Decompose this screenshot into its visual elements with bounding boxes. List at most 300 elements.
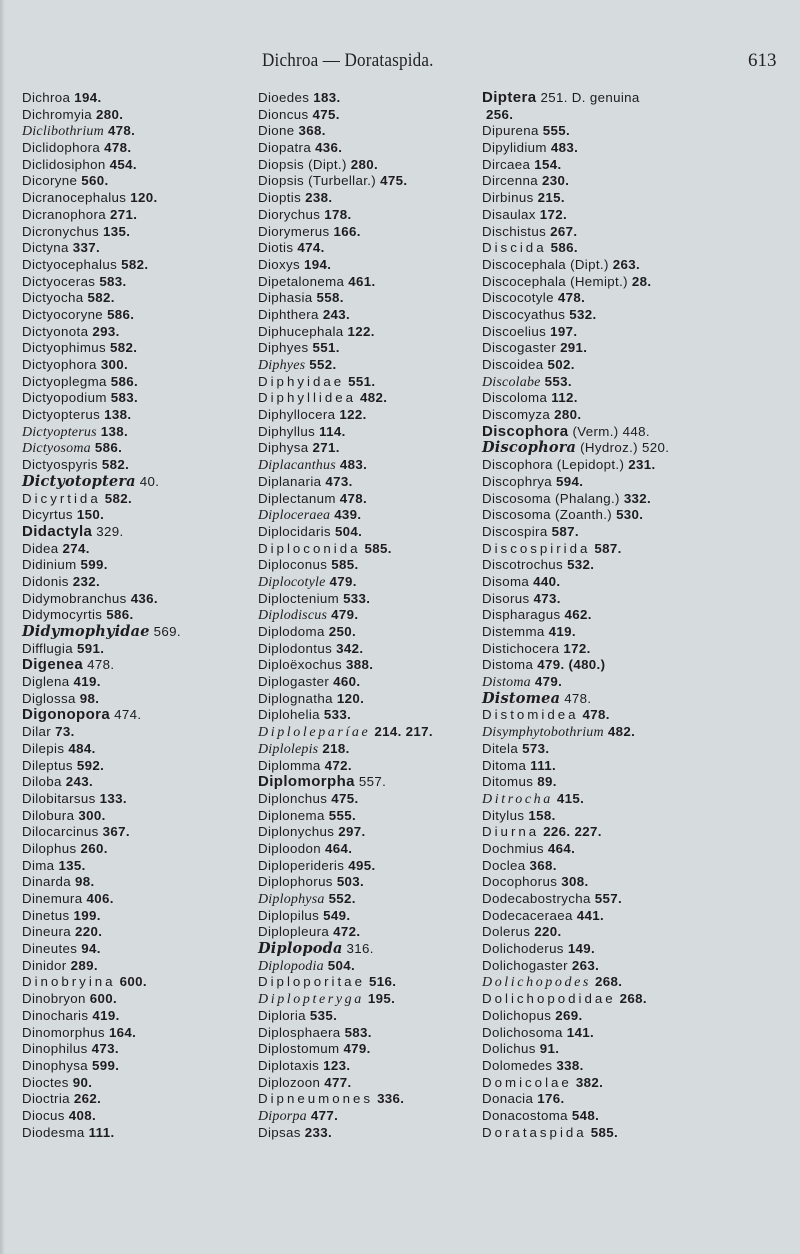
index-entry (22, 841, 181, 858)
entry-term: Dolichosoma (482, 1024, 563, 1040)
index-entry (22, 591, 181, 608)
index-entry (482, 808, 669, 825)
entry-term: Diplectanum (258, 490, 336, 506)
entry-page-ref: 502. (547, 357, 575, 372)
entry-term: Diporpa (258, 1108, 307, 1124)
index-entry (22, 974, 181, 991)
entry-page-ref: 263. (612, 256, 640, 272)
entry-term: Discospira (482, 523, 548, 539)
entry-page-ref: 251. D. genuina (540, 90, 640, 105)
entry-page-ref: 91. (539, 1041, 560, 1057)
entry-page-ref: 586. (94, 440, 123, 456)
entry-page-ref: 154. (534, 156, 562, 172)
entry-page-ref: 120. (336, 690, 365, 706)
entry-term: Diopsis (Dipt.) (258, 156, 347, 172)
entry-page-ref: 338. (556, 1057, 584, 1073)
entry-term: Discophrya (482, 473, 553, 489)
index-entry (258, 307, 433, 324)
index-entry (22, 758, 181, 775)
entry-term: Diplomma (258, 757, 321, 773)
index-entry (258, 491, 433, 508)
entry-term: Dodecaceraea (482, 907, 573, 923)
index-entry (258, 424, 433, 441)
index-entry (482, 307, 669, 324)
entry-page-ref: 599. (91, 1057, 120, 1073)
entry-page-ref: 368. (529, 857, 557, 873)
entry-term: Diodesma (22, 1124, 85, 1140)
index-entry (258, 290, 433, 307)
index-entry (482, 791, 669, 808)
entry-page-ref: 28. (631, 273, 652, 289)
entry-page-ref: 582. (101, 457, 130, 473)
entry-page-ref: 583. (344, 1024, 372, 1040)
index-entry (22, 290, 181, 307)
entry-term: Discoloma (482, 390, 548, 406)
entry-page-ref: 158. (528, 807, 556, 823)
entry-term: Diplognatha (258, 690, 333, 706)
index-entry (22, 774, 181, 791)
entry-term: Dicranocephalus (22, 190, 127, 206)
entry-page-ref: 530. (616, 507, 644, 523)
entry-page-ref: 586. (550, 240, 578, 256)
entry-page-ref: 332. (623, 490, 652, 506)
entry-page-ref: 479. (480.) (537, 657, 606, 673)
entry-term: Donacostoma (482, 1107, 568, 1123)
entry-page-ref: 220. (534, 924, 562, 940)
entry-term: Doclea (482, 857, 526, 873)
entry-page-ref: 262. (73, 1091, 102, 1107)
entry-page-ref: 586. (107, 306, 135, 322)
entry-term: Dioctria (22, 1091, 70, 1107)
entry-page-ref: 479. (534, 674, 563, 690)
entry-page-ref: 297. (338, 824, 366, 840)
entry-term: Diploleparíae (258, 725, 371, 741)
index-entry (482, 774, 669, 791)
entry-term: Dicyrtida (22, 490, 101, 506)
entry-term: Dircenna (482, 173, 539, 189)
index-entry (258, 507, 433, 524)
index-entry (258, 641, 433, 658)
entry-page-ref: 138. (100, 423, 128, 439)
entry-page-ref: 280. (554, 407, 582, 423)
entry-page-ref: 215. (537, 190, 565, 206)
entry-page-ref: 464. (547, 840, 576, 856)
entry-page-ref: 114. (319, 423, 346, 439)
entry-term: Dileptus (22, 757, 73, 773)
entry-page-ref: 591. (76, 640, 105, 656)
entry-page-ref: 482. (607, 724, 636, 740)
entry-term: Dinophysa (22, 1057, 88, 1073)
entry-term: Didinium (22, 557, 77, 573)
entry-page-ref: 218. (322, 740, 350, 756)
index-entry (482, 240, 669, 257)
index-entry (22, 691, 181, 708)
index-entry (258, 908, 433, 925)
index-entry (22, 140, 181, 157)
entry-term: Distomea (482, 689, 561, 707)
entry-page-ref: 483. (550, 140, 579, 156)
entry-term: Difflugia (22, 640, 73, 656)
entry-term: Diurna (482, 824, 540, 840)
entry-term: Discophora (482, 422, 569, 440)
index-entry (22, 924, 181, 941)
index-entry (482, 424, 669, 441)
index-entry (482, 1125, 669, 1142)
entry-term: Diphysa (258, 440, 309, 456)
entry-term: Diploperideris (258, 857, 345, 873)
index-entry (258, 941, 433, 958)
entry-term: Diplacanthus (258, 458, 336, 474)
entry-term: Dictyocha (22, 290, 84, 306)
entry-page-ref: 135. (103, 223, 131, 239)
entry-page-ref: 98. (75, 874, 95, 890)
index-entry (258, 407, 433, 424)
entry-term: Diphthera (258, 306, 319, 322)
entry-term: Dicronychus (22, 223, 100, 239)
index-entry (258, 974, 433, 991)
entry-term: Dicranophora (22, 206, 107, 222)
entry-term: Discomyza (482, 407, 551, 423)
index-entry (482, 641, 669, 658)
index-entry (482, 1025, 669, 1042)
entry-term: Discosoma (Zoanth.) (482, 507, 613, 523)
index-entry (482, 1008, 669, 1025)
entry-term: Dicoryne (22, 173, 78, 189)
entry-page-ref: 226. 227. (543, 824, 602, 840)
entry-page-ref: 472. (324, 757, 352, 773)
index-entry (258, 808, 433, 825)
entry-page-ref: 138. (104, 407, 132, 423)
index-entry (482, 858, 669, 875)
index-entry (258, 1075, 433, 1092)
index-entry (482, 107, 669, 124)
entry-term: Dictyonota (22, 323, 89, 339)
index-entry (482, 557, 669, 574)
index-entry (482, 324, 669, 341)
index-entry (22, 524, 181, 541)
index-entry (258, 140, 433, 157)
entry-term: Diplophorus (258, 874, 333, 890)
entry-term: Dictyophimus (22, 340, 107, 356)
entry-page-ref: 441. (576, 907, 604, 923)
entry-term: Discotrochus (482, 557, 564, 573)
entry-page-ref: 280. (350, 156, 379, 172)
entry-term: Diploria (258, 1007, 306, 1023)
index-entry (258, 440, 433, 457)
index-entry (482, 908, 669, 925)
entry-page-ref: 472. (333, 924, 361, 940)
index-entry (22, 791, 181, 808)
entry-page-ref: 243. (65, 774, 94, 790)
index-entry (482, 924, 669, 941)
entry-term: Dirbinus (482, 190, 534, 206)
index-entry (258, 891, 433, 908)
entry-page-ref: 599. (80, 557, 108, 573)
entry-page-ref: 475. (312, 106, 340, 122)
index-entry (22, 941, 181, 958)
entry-term: Donacia (482, 1091, 534, 1107)
entry-page-ref: 582. (87, 290, 115, 306)
index-entry (22, 374, 181, 391)
index-entry (482, 290, 669, 307)
index-entry (22, 424, 181, 441)
entry-term: Dipurena (482, 123, 539, 139)
entry-page-ref: 478. (564, 690, 592, 706)
entry-page-ref: 549. (323, 907, 351, 923)
index-entry (258, 657, 433, 674)
index-entry (258, 791, 433, 808)
entry-term: Didonis (22, 573, 69, 589)
entry-page-ref: 586. (106, 607, 134, 623)
entry-term: Distoma (482, 675, 531, 691)
index-entry (482, 474, 669, 491)
entry-page-ref: 483. (339, 457, 368, 473)
entry-term: Dilocarcinus (22, 824, 99, 840)
entry-page-ref: 558. (316, 290, 344, 306)
entry-page-ref: 464. (325, 840, 353, 856)
entry-page-ref: 337. (72, 240, 101, 256)
index-entry (482, 440, 669, 457)
entry-page-ref: 478. (582, 707, 610, 723)
entry-term: Dioncus (258, 106, 309, 122)
entry-page-ref: 479. (343, 1041, 371, 1057)
index-entry (22, 1125, 181, 1142)
entry-term: Dipsas (258, 1124, 301, 1140)
index-entry (22, 407, 181, 424)
entry-term: Diplodoma (258, 624, 325, 639)
entry-page-ref: 183. (313, 90, 341, 105)
entry-term: Diplopodia (258, 958, 324, 974)
index-entry (482, 457, 669, 474)
entry-page-ref: 477. (310, 1107, 339, 1123)
running-header: Dichroa — Dorataspida. (262, 50, 434, 71)
index-entry (258, 924, 433, 941)
entry-term: Diorychus (258, 206, 321, 222)
index-entry (482, 340, 669, 357)
entry-term: Dilophus (22, 840, 77, 856)
entry-term: Dicyrtus (22, 507, 73, 523)
entry-term: Diplostomum (258, 1041, 340, 1057)
index-entry (482, 958, 669, 975)
entry-page-ref: 560. (81, 173, 109, 189)
entry-term: Dictyopterus (22, 407, 101, 423)
entry-page-ref: 532. (567, 557, 595, 573)
index-entry (258, 1108, 433, 1125)
index-entry (22, 507, 181, 524)
entry-page-ref: 220. (75, 924, 103, 940)
entry-page-ref: 478. (107, 123, 136, 139)
entry-page-ref: 382. (575, 1074, 604, 1090)
index-entry (482, 941, 669, 958)
entry-page-ref: 269. (555, 1007, 583, 1023)
entry-page-ref: 308. (561, 874, 589, 890)
entry-term: Dilepis (22, 740, 65, 756)
entry-term: Dictyopodium (22, 390, 107, 406)
index-entry (258, 607, 433, 624)
entry-term: Dilobitarsus (22, 790, 96, 806)
entry-term: Dischistus (482, 223, 547, 239)
entry-term: Diclidophora (22, 140, 101, 156)
entry-page-ref: 300. (78, 807, 106, 823)
entry-term: Domicolae (482, 1074, 572, 1090)
entry-page-ref: 533. (343, 590, 371, 606)
entry-page-ref: 419. (92, 1007, 120, 1023)
entry-page-ref: 474. (297, 240, 325, 256)
entry-term: Diocus (22, 1107, 65, 1123)
index-entry (482, 841, 669, 858)
entry-page-ref: 271. (110, 206, 138, 222)
entry-page-ref: 342. (336, 640, 364, 656)
entry-page-ref: 178. (324, 206, 352, 222)
index-entry (22, 574, 181, 591)
entry-page-ref: 300. (100, 357, 129, 372)
entry-page-ref: 439. (334, 507, 362, 523)
entry-page-ref: 268. (619, 991, 647, 1007)
index-entry (482, 607, 669, 624)
entry-page-ref: 172. (563, 640, 591, 656)
entry-term: Diplomorpha (258, 773, 355, 791)
index-entry (482, 123, 669, 140)
index-entry (258, 824, 433, 841)
entry-page-ref: 585. (364, 540, 392, 556)
entry-term: Dipylidium (482, 140, 547, 156)
entry-term: Ditrocha (482, 791, 553, 807)
entry-page-ref: 274. (62, 540, 90, 556)
entry-page-ref: 504. (327, 957, 356, 973)
index-entry (258, 691, 433, 708)
entry-page-ref: 256. (486, 106, 514, 122)
entry-term: Dodecabostrycha (482, 891, 591, 906)
entry-page-ref: 477. (324, 1074, 352, 1090)
entry-page-ref: 436. (130, 590, 158, 606)
entry-term: Diplozoon (258, 1074, 321, 1090)
index-entry (482, 374, 669, 391)
index-entry (482, 974, 669, 991)
index-entry (258, 190, 433, 207)
index-entry (258, 324, 433, 341)
entry-term: Diphyidae (258, 373, 345, 389)
entry-page-ref: 94. (81, 941, 101, 957)
index-entry (482, 224, 669, 241)
index-entry (22, 224, 181, 241)
entry-term: Diglena (22, 674, 70, 690)
entry-term: Dineura (22, 924, 72, 940)
entry-page-ref: 122. (339, 407, 367, 423)
entry-term: Ditylus (482, 807, 525, 823)
entry-term: Dioctes (22, 1074, 69, 1090)
entry-page-ref: 150. (76, 507, 105, 523)
index-entry (482, 507, 669, 524)
index-entry (482, 541, 669, 558)
entry-term: Discogaster (482, 340, 557, 356)
entry-term: Diphasia (258, 290, 313, 306)
entry-page-ref: 600. (89, 991, 118, 1007)
entry-page-ref: 232. (72, 573, 101, 589)
index-entry (22, 491, 181, 508)
entry-page-ref: 586. (110, 373, 139, 389)
entry-term: Distichocera (482, 640, 560, 656)
entry-term: Dictyna (22, 240, 69, 256)
index-entry (482, 357, 669, 374)
index-entry (482, 140, 669, 157)
entry-term: Digonopora (22, 706, 111, 724)
entry-page-ref: 473. (533, 590, 561, 606)
index-entry (22, 674, 181, 691)
index-entry (22, 874, 181, 891)
entry-term: Didymocyrtis (22, 607, 103, 623)
entry-term: Dinetus (22, 907, 70, 923)
entry-page-ref: 454. (109, 156, 137, 172)
entry-page-ref: 552. (328, 891, 356, 906)
entry-page-ref: 474. (114, 707, 142, 723)
entry-term: Docophorus (482, 874, 558, 890)
entry-term: Dipneumones (258, 1091, 374, 1107)
entry-term: Discophora (482, 439, 577, 457)
entry-page-ref: 557. (594, 891, 623, 906)
entry-term: Dolichogaster (482, 957, 568, 973)
entry-term: Diptera (482, 89, 537, 106)
entry-term: Dinophilus (22, 1041, 88, 1057)
index-entry (258, 240, 433, 257)
entry-page-ref: 112. (551, 390, 578, 406)
entry-page-ref: 461. (348, 273, 376, 289)
entry-term: Dolichus (482, 1041, 536, 1057)
page-number: 613 (748, 50, 777, 71)
entry-term: Dircaea (482, 156, 531, 172)
entry-term: Disaulax (482, 206, 536, 222)
entry-term: Discoidea (482, 357, 544, 372)
index-entry (22, 908, 181, 925)
index-entry (22, 891, 181, 908)
index-column-1 (22, 90, 181, 1141)
index-entry (22, 1108, 181, 1125)
entry-term: Diplocotyle (258, 574, 326, 590)
entry-page-ref: 135. (58, 857, 86, 873)
index-entry (22, 824, 181, 841)
index-entry (22, 190, 181, 207)
entry-page-ref: 243. (322, 306, 351, 322)
index-entry (482, 1041, 669, 1058)
entry-term: Dolichopus (482, 1007, 552, 1023)
entry-term: Distomidea (482, 707, 579, 723)
entry-page-ref: 585. (590, 1124, 618, 1140)
index-entry (482, 824, 669, 841)
entry-page-ref: 462. (564, 607, 592, 623)
entry-page-ref: 89. (537, 774, 557, 790)
entry-page-ref: 479. (331, 607, 359, 623)
entry-page-ref: 473. (325, 473, 353, 489)
entry-term: Diploodon (258, 840, 322, 856)
entry-page-ref: 587. (594, 540, 622, 556)
index-entry (258, 574, 433, 591)
entry-page-ref: 90. (72, 1074, 93, 1090)
entry-term: Diplosphaera (258, 1024, 341, 1040)
index-entry (482, 207, 669, 224)
entry-term: Discocephala (Dipt.) (482, 256, 609, 272)
entry-term: Dolichopodidae (482, 991, 616, 1007)
index-entry (258, 741, 433, 758)
index-entry (22, 657, 181, 674)
index-entry (258, 1091, 433, 1108)
entry-term: Dictyoplegma (22, 373, 107, 389)
entry-term: Dioxys (258, 256, 300, 272)
entry-term: Diphyllus (258, 423, 316, 439)
entry-page-ref: 73. (55, 724, 75, 740)
entry-term: Dioedes (258, 90, 310, 105)
entry-term: Diclibothrium (22, 124, 104, 140)
entry-term: Dolichoderus (482, 941, 564, 957)
index-entry (258, 1125, 433, 1142)
